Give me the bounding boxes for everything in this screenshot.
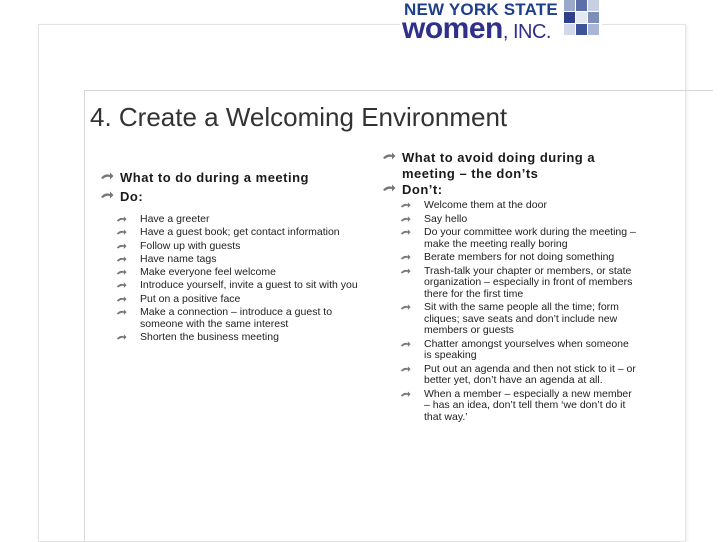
dont-column bbox=[382, 150, 637, 425]
do-list-item: Put on a positive face bbox=[116, 294, 360, 306]
arrow-bullet-icon bbox=[100, 190, 114, 201]
do-list-item: Follow up with guests bbox=[116, 241, 360, 253]
logo-word: women bbox=[402, 12, 503, 45]
arrow-bullet-icon bbox=[400, 365, 411, 374]
arrow-bullet-icon bbox=[382, 151, 396, 162]
arrow-bullet-icon bbox=[400, 340, 411, 349]
arrow-bullet-icon bbox=[116, 295, 127, 304]
logo-squares-icon bbox=[564, 0, 600, 42]
right-heading: What to avoid doing during a meeting – the don’ts bbox=[382, 150, 637, 182]
organization-logo bbox=[400, 0, 602, 46]
left-subheading: Do: bbox=[100, 189, 360, 205]
dont-list-item: Trash-talk your chapter or members, or state organization – especially in front of members there for the first time bbox=[400, 266, 637, 301]
arrow-bullet-icon bbox=[400, 228, 411, 237]
dont-list-item: Put out an agenda and then not stick to it – or better yet, don’t have an agenda at all. bbox=[400, 364, 637, 387]
do-list-item: Make everyone feel welcome bbox=[116, 267, 360, 279]
logo-line-1: NEW YORK STATE bbox=[404, 0, 558, 19]
arrow-bullet-icon bbox=[400, 215, 411, 224]
arrow-bullet-icon bbox=[400, 390, 411, 399]
left-heading: What to do during a meeting bbox=[100, 170, 360, 186]
dont-list-item: Berate members for not doing something bbox=[400, 252, 637, 264]
arrow-bullet-icon bbox=[116, 268, 127, 277]
arrow-bullet-icon bbox=[400, 201, 411, 210]
dont-list-item: Sit with the same people all the time; form cliques; save seats and don’t include new members or guests bbox=[400, 302, 637, 337]
dont-list-item: When a member – especially a new member – has an idea, don’t tell them ‘we don’t do it that way.’ bbox=[400, 389, 637, 424]
logo-line-2 bbox=[402, 12, 551, 46]
do-list-item: Have a greeter bbox=[116, 214, 360, 226]
arrow-bullet-icon bbox=[100, 171, 114, 182]
arrow-bullet-icon bbox=[400, 303, 411, 312]
dont-list bbox=[382, 200, 637, 423]
right-subheading: Don’t: bbox=[382, 182, 637, 198]
arrow-bullet-icon bbox=[400, 267, 411, 276]
arrow-bullet-icon bbox=[382, 183, 396, 194]
arrow-bullet-icon bbox=[116, 228, 127, 237]
dont-list-item: Welcome them at the door bbox=[400, 200, 637, 212]
dont-list-item: Chatter amongst yourselves when someone is speaking bbox=[400, 339, 637, 362]
do-list-item: Introduce yourself, invite a guest to sit with you bbox=[116, 280, 360, 292]
slide-title: 4. Create a Welcoming Environment bbox=[90, 102, 508, 132]
do-list bbox=[100, 214, 360, 343]
logo-suffix: , INC. bbox=[502, 21, 551, 43]
arrow-bullet-icon bbox=[116, 281, 127, 290]
arrow-bullet-icon bbox=[116, 255, 127, 264]
dont-list-item: Do your committee work during the meeting – make the meeting really boring bbox=[400, 227, 637, 250]
do-list-item: Have a guest book; get contact information bbox=[116, 227, 360, 239]
dont-list-item: Say hello bbox=[400, 214, 637, 226]
do-list-item: Make a connection – introduce a guest to someone with the same interest bbox=[116, 307, 360, 330]
do-column bbox=[100, 170, 360, 345]
do-list-item: Have name tags bbox=[116, 254, 360, 266]
arrow-bullet-icon bbox=[116, 215, 127, 224]
arrow-bullet-icon bbox=[116, 308, 127, 317]
arrow-bullet-icon bbox=[116, 242, 127, 251]
arrow-bullet-icon bbox=[116, 333, 127, 342]
do-list-item: Shorten the business meeting bbox=[116, 332, 360, 344]
arrow-bullet-icon bbox=[400, 253, 411, 262]
